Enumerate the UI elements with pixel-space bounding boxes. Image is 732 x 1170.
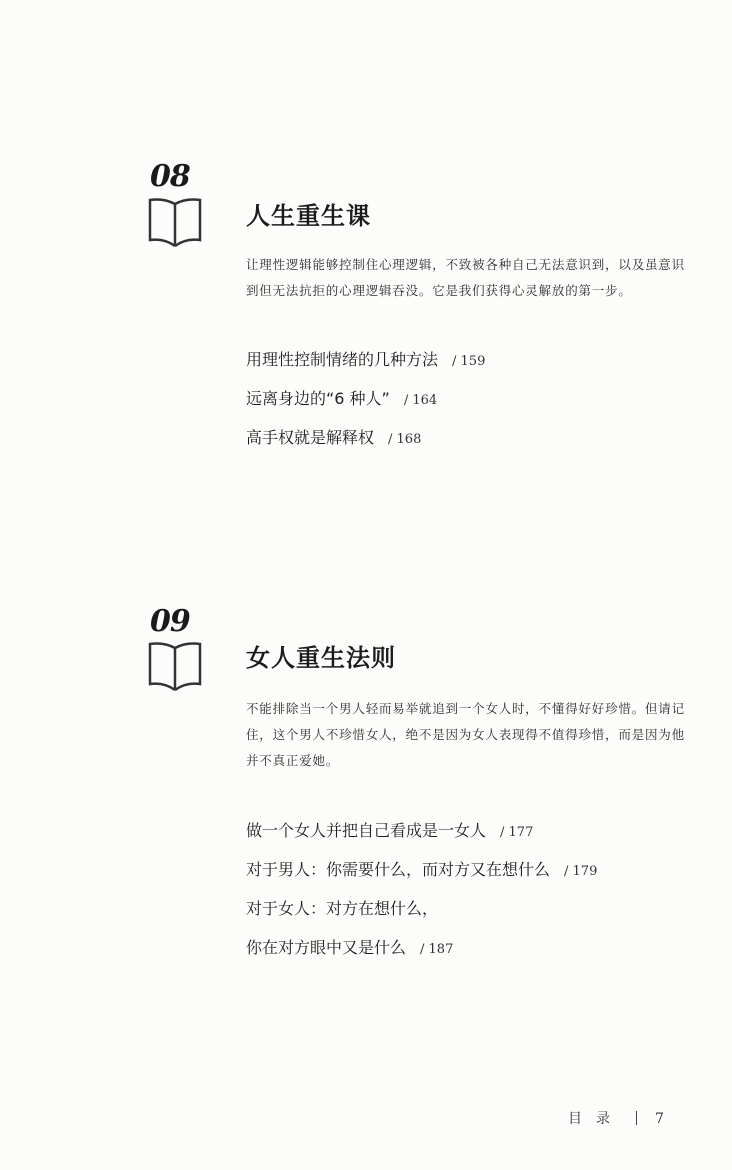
toc-item[interactable] — [246, 418, 485, 457]
toc-item[interactable] — [246, 340, 485, 379]
toc-item-page: / 168 — [388, 432, 422, 447]
toc-item-page: / 187 — [420, 942, 454, 957]
toc-item-title: 高手权就是解释权 — [246, 428, 375, 447]
chapter-description: 让理性逻辑能够控制住心理逻辑，不致被各种自己无法意识到，以及虽意识到但无法抗拒的心理逻辑吞没。它是我们获得心灵解放的第一步。 — [246, 257, 685, 298]
open-book-icon — [146, 196, 204, 248]
toc-item-title: 远离身边的“6 种人” — [246, 389, 390, 408]
chapter-toc — [246, 340, 485, 457]
toc-item-page: / 179 — [564, 864, 598, 879]
chapter-title: 女人重生法则 — [246, 644, 396, 672]
toc-item[interactable] — [246, 811, 597, 850]
toc-item-title: 用理性控制情绪的几种方法 — [246, 350, 439, 369]
toc-item[interactable] — [246, 928, 597, 967]
toc-item[interactable] — [246, 850, 597, 889]
toc-item-page: / 159 — [452, 354, 486, 369]
open-book-icon — [146, 640, 204, 692]
chapter-description: 不能排除当一个男人轻而易举就追到一个女人时，不懂得好好珍惜。但请记住，这个男人不珍惜女人，绝不是因为女人表现得不值得珍惜，而是因为他并不真正爱她。 — [246, 701, 685, 768]
toc-item-title: 对于男人：你需要什么，而对方又在想什么 — [246, 860, 551, 879]
page-number: 7 — [655, 1111, 664, 1127]
toc-item-title: 做一个女人并把自己看成是一女人 — [246, 821, 487, 840]
toc-item-page: / 177 — [500, 825, 534, 840]
toc-item[interactable] — [246, 379, 485, 418]
toc-item-page: / 164 — [403, 393, 438, 408]
toc-item[interactable] — [246, 889, 597, 928]
toc-item-title: 你在对方眼中又是什么 — [246, 938, 407, 957]
footer-divider — [636, 1111, 637, 1125]
chapter-number: 08 — [150, 159, 190, 194]
page-footer — [568, 1108, 664, 1128]
toc-item-title: 对于女人：对方在想什么， — [246, 899, 439, 918]
chapter-toc — [246, 811, 597, 967]
chapter-number: 09 — [150, 604, 190, 639]
chapter-title: 人生重生课 — [246, 202, 371, 230]
footer-label: 目 录 — [568, 1111, 610, 1127]
